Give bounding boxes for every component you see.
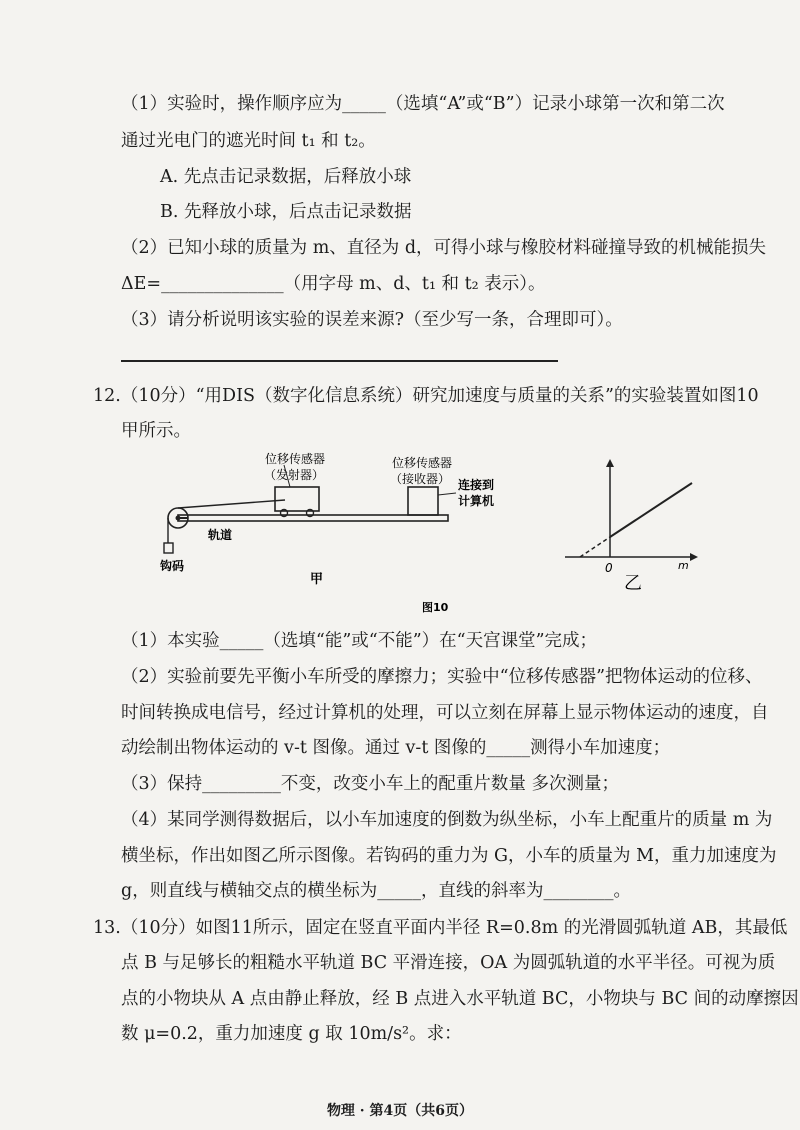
q11-option-a: A. 先点击记录数据，后释放小球 xyxy=(160,167,412,187)
computer-label-1: 连接到 xyxy=(458,478,495,492)
q12-part2-line2: 时间转换成电信号，经过计算机的处理，可以立刻在屏幕上显示物体运动的速度，自 xyxy=(121,703,769,723)
q12-part3: （3）保持_________不变，改变小车上的配重片数量 多次测量； xyxy=(121,774,619,794)
receiver-label-1: 位移传感器 xyxy=(392,456,453,470)
x-axis-label: m xyxy=(678,559,689,572)
q11-option-b: B. 先释放小球，后点击记录数据 xyxy=(160,202,412,222)
q12-part1: （1）本实验_____（选填“能”或“不能”）在“天宫课堂”完成； xyxy=(121,631,598,651)
q11-part2-line2: ΔE=______________（用字母 m、d、t₁ 和 t₂ 表示）。 xyxy=(121,274,546,294)
q12-part2-line3: 动绘制出物体运动的 v-t 图像。通过 v-t 图像的_____测得小车加速度； xyxy=(121,738,671,758)
q11-part1-line1: （1）实验时，操作顺序应为_____（选填“A”或“B”）记录小球第一次和第二次 xyxy=(121,94,725,114)
q13-line4: 数 μ=0.2，重力加速度 g 取 10m/s²。求： xyxy=(121,1024,462,1044)
figure-caption: 图10 xyxy=(422,601,449,614)
track-label: 轨道 xyxy=(208,528,233,542)
q12-stem-line1: 12.（10分）“用DIS（数字化信息系统）研究加速度与质量的关系”的实验装置如图10 xyxy=(93,386,759,406)
computer-label-2: 计算机 xyxy=(458,494,495,508)
receiver-box xyxy=(408,487,438,515)
q12-part4-line1: （4）某同学测得数据后，以小车加速度的倒数为纵坐标，小车上配重片的质量 m 为 xyxy=(121,810,773,830)
graph-line-extension xyxy=(580,537,610,557)
graph-line xyxy=(610,483,692,537)
weight-label: 钩码 xyxy=(160,559,185,573)
q13-line1: 13.（10分）如图11所示，固定在竖直平面内半径 R=0.8m 的光滑圆弧轨道 AB，其最低 xyxy=(93,918,788,938)
q12-stem-line2: 甲所示。 xyxy=(121,421,191,441)
q13-line3: 点的小物块从 A 点由静止释放，经 B 点进入水平轨道 BC，小物块与 BC 间的动摩擦因 xyxy=(121,989,799,1009)
origin-label: 0 xyxy=(605,561,613,575)
q13-line2: 点 B 与足够长的粗糙水平轨道 BC 平滑连接，OA 为圆弧轨道的水平半径。可视为质 xyxy=(121,953,776,973)
q11-part2-line1: （2）已知小球的质量为 m、直径为 d，可得小球与橡胶材料碰撞导致的机械能损失 xyxy=(121,238,767,258)
emitter-label-2: （发射器） xyxy=(264,468,325,482)
panel-a-label: 甲 xyxy=(310,572,324,587)
q12-part2-line1: （2）实验前要先平衡小车所受的摩擦力；实验中“位移传感器”把物体运动的位移、 xyxy=(121,667,763,687)
q12-part4-line2: 横坐标，作出如图乙所示图像。若钩码的重力为 G，小车的质量为 M，重力加速度为 xyxy=(121,846,777,866)
panel-b-label: 乙 xyxy=(624,573,642,594)
q11-part1-line2: 通过光电门的遮光时间 t₁ 和 t₂。 xyxy=(121,131,376,151)
figure-10 xyxy=(150,445,710,625)
hook-weight xyxy=(164,543,173,553)
cart xyxy=(275,487,319,511)
receiver-label-2: （接收器） xyxy=(390,472,451,486)
emitter-label-1: 位移传感器 xyxy=(265,452,326,466)
answer-line xyxy=(121,360,558,362)
page-footer: 物理 · 第4页（共6页） xyxy=(326,1103,474,1119)
q12-part4-line3: g，则直线与横轴交点的横坐标为_____，直线的斜率为________。 xyxy=(121,881,631,901)
q11-part3: （3）请分析说明该实验的误差来源?（至少写一条，合理即可）。 xyxy=(121,310,623,330)
string xyxy=(178,500,285,508)
